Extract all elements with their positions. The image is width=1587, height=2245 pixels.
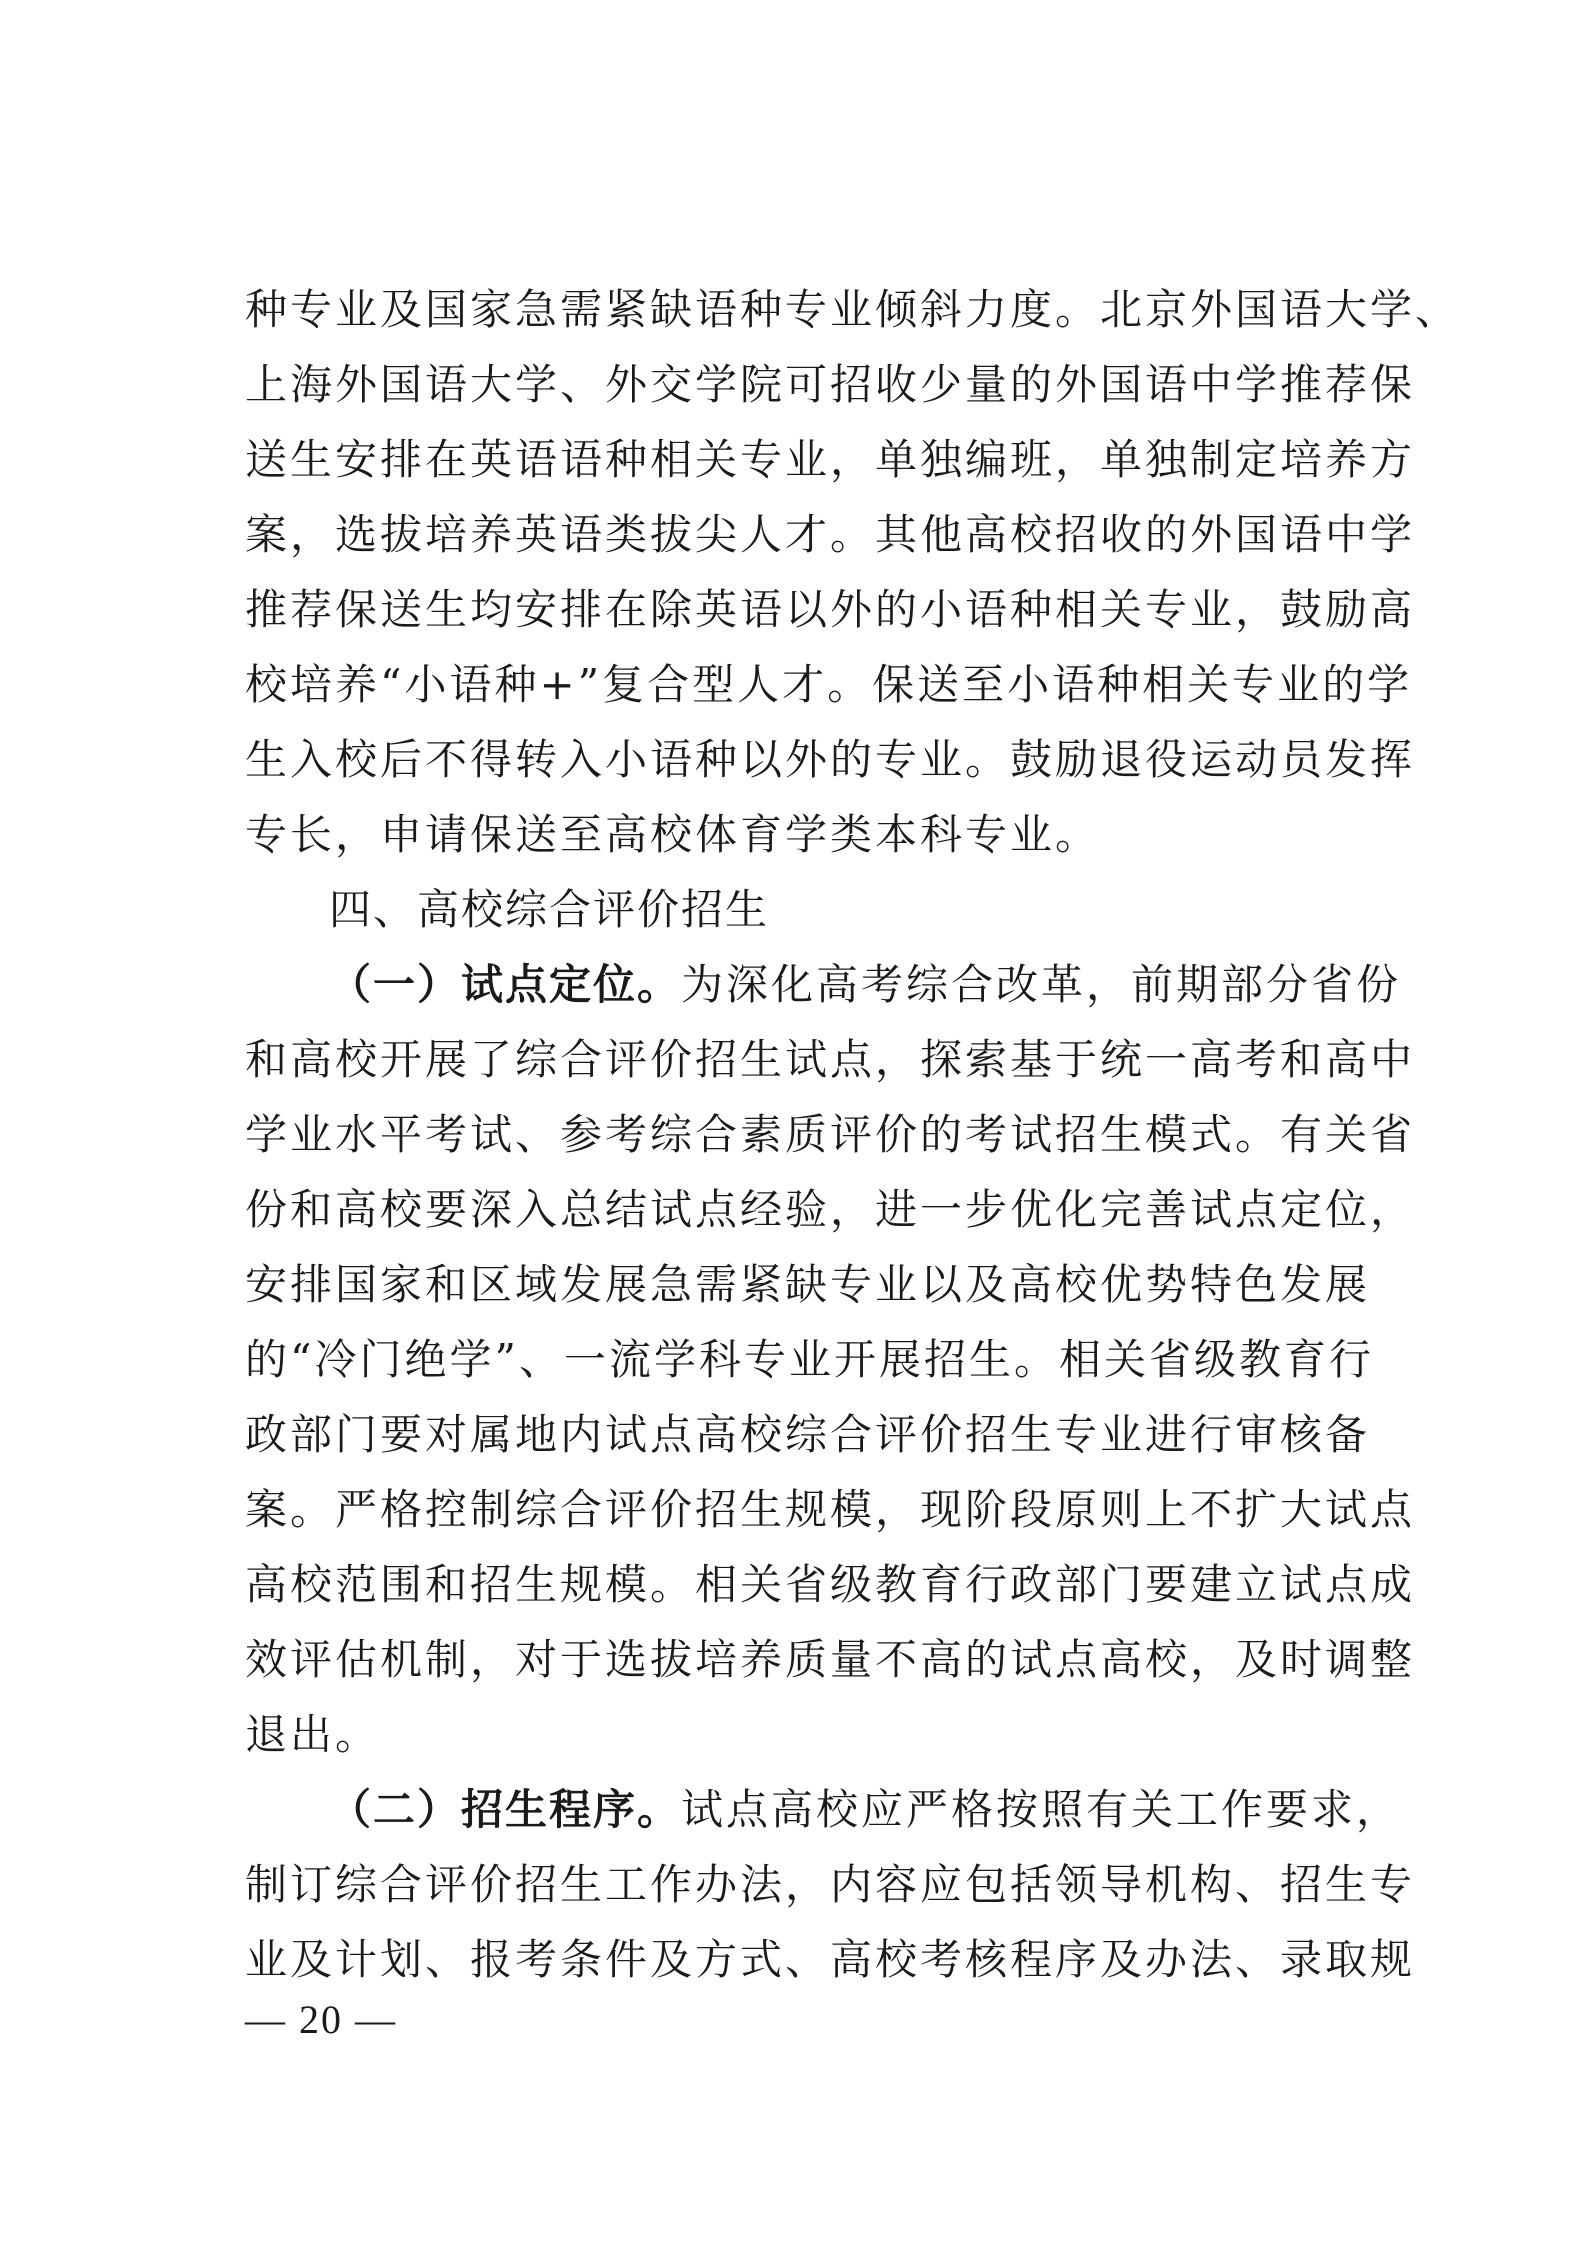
text-line: 的“冷门绝学”、一流学科专业开展招生。相关省级教育行	[245, 1335, 1374, 1384]
subsection-title: （二）招生程序。	[329, 1785, 682, 1834]
text-line: 制订综合评价招生工作办法，内容应包括领导机构、招生专	[245, 1860, 1416, 1909]
text-line: 高校范围和招生规模。相关省级教育行政部门要建立试点成	[245, 1560, 1416, 1609]
text-line: 安排国家和区域发展急需紧缺专业以及高校优势特色发展	[245, 1260, 1371, 1309]
section-heading: 四、高校综合评价招生	[329, 885, 770, 934]
subsection-first-line	[245, 947, 1402, 1022]
text-line: 政部门要对属地内试点高校综合评价招生专业进行审核备	[245, 1410, 1371, 1459]
subsection-title: （一）试点定位。	[329, 960, 682, 1009]
text-line: 推荐保送生均安排在除英语以外的小语种相关专业，鼓励高	[245, 585, 1416, 634]
text-line: 案，选拔培养英语类拔尖人才。其他高校招收的外国语中学	[245, 510, 1416, 559]
text-line: 学业水平考试、参考综合素质评价的考试招生模式。有关省	[245, 1110, 1416, 1159]
subsection-text: 试点高校应严格按照有关工作要求，	[681, 1785, 1402, 1834]
text-line: 和高校开展了综合评价招生试点，探索基于统一高考和高中	[245, 1035, 1416, 1084]
text-line: 案。严格控制综合评价招生规模，现阶段原则上不扩大试点	[245, 1485, 1416, 1534]
text-line: 专长，申请保送至高校体育学类本科专业。	[245, 810, 1101, 859]
text-line: 校培养“小语种+”复合型人才。保送至小语种相关专业的学	[245, 660, 1413, 709]
text-line: 退出。	[245, 1710, 381, 1759]
text-line: 业及计划、报考条件及方式、高校考核程序及办法、录取规	[245, 1935, 1416, 1984]
text-line: 种专业及国家急需紧缺语种专业倾斜力度。北京外国语大学、	[245, 285, 1461, 334]
paragraph-continuation	[245, 272, 1461, 1997]
page-number: — 20 —	[245, 1997, 397, 2042]
subsection-first-line	[245, 1772, 1402, 1847]
text-line: 上海外国语大学、外交学院可招收少量的外国语中学推荐保	[245, 360, 1416, 409]
text-line: 份和高校要深入总结试点经验，进一步优化完善试点定位，	[245, 1185, 1416, 1234]
subsection-text: 为深化高考综合改革，前期部分省份	[681, 960, 1402, 1009]
text-line: 送生安排在英语语种相关专业，单独编班，单独制定培养方	[245, 435, 1416, 484]
text-line: 生入校后不得转入小语种以外的专业。鼓励退役运动员发挥	[245, 735, 1416, 784]
text-line: 效评估机制，对于选拔培养质量不高的试点高校，及时调整	[245, 1635, 1416, 1684]
